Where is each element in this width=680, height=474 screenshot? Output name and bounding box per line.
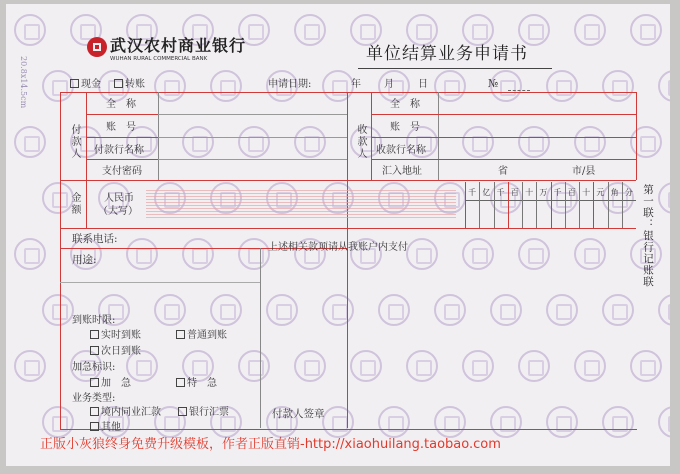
watermark-circle <box>658 182 670 214</box>
side-size-label: 20.8x14.5cm <box>19 56 28 109</box>
amount-digit-label: 十 <box>525 188 534 197</box>
payer-account-label: 账 号 <box>106 122 136 133</box>
watermark-circle <box>658 406 670 438</box>
watermark-circle <box>462 14 494 46</box>
form-sheet <box>6 4 670 466</box>
digit-column-line <box>608 182 609 228</box>
payee-section-label: 收款人 <box>355 124 366 160</box>
business-draft-option[interactable] <box>178 407 229 419</box>
purpose-bottom-line <box>60 282 260 283</box>
transfer-label: 转账 <box>125 79 145 90</box>
copy-label: 第一联：银行记账联 <box>642 184 654 288</box>
arrival-label: 到账时限: <box>72 315 116 326</box>
arrival-realtime-label: 实时到账 <box>101 330 141 341</box>
payee-city-label: 市/县 <box>572 166 596 177</box>
payee-row-line-1 <box>371 114 636 115</box>
arrival-nextday-option[interactable] <box>90 346 141 358</box>
payer-name-field[interactable] <box>160 94 346 113</box>
amount-digit-label: 百 <box>567 188 576 197</box>
amount-section-divider <box>86 180 87 228</box>
business-type-label: 业务类型: <box>72 393 116 404</box>
amount-digit-label: 百 <box>510 188 519 197</box>
cash-checkbox[interactable] <box>70 79 101 91</box>
amount-digit-label: 千 <box>468 188 477 197</box>
row-line-3 <box>86 159 158 160</box>
urgent-option[interactable] <box>90 378 131 390</box>
special-urgent-label: 特 急 <box>187 378 217 389</box>
payer-name-label: 全 称 <box>106 99 136 110</box>
amount-capital-label: （大写） <box>98 206 138 217</box>
authorization-text: 上述相关款项请从我账户内支付 <box>268 242 408 253</box>
number-label: № <box>488 77 499 90</box>
payee-account-field[interactable] <box>440 116 635 136</box>
amount-currency-label: 人民币 <box>104 193 134 204</box>
block-bottom-line <box>60 180 636 181</box>
payee-section-divider <box>371 92 372 180</box>
amount-capital-field[interactable] <box>146 190 456 218</box>
amount-digit-label: 分 <box>624 188 633 197</box>
payer-password-label: 支付密码 <box>102 166 142 177</box>
frame-right <box>636 92 637 180</box>
payer-section-label: 付款人 <box>69 124 80 160</box>
digit-column-line <box>465 182 466 228</box>
arrival-normal-option[interactable] <box>176 330 227 342</box>
amount-digit-label: 千 <box>496 188 505 197</box>
digit-column-line <box>522 182 523 228</box>
payer-password-field[interactable] <box>160 161 346 179</box>
bank-name-en: WUHAN RURAL COMMERCIAL BANK <box>110 56 208 62</box>
digit-column-line <box>593 182 594 228</box>
amount-digit-label: 角 <box>610 188 619 197</box>
year-label: 年 <box>351 79 361 90</box>
payee-name-field[interactable] <box>440 94 635 113</box>
bank-logo-icon <box>86 36 108 58</box>
arrival-realtime-option[interactable] <box>90 330 141 342</box>
number-underline <box>508 90 530 91</box>
watermark-circle <box>630 14 662 46</box>
business-other-option[interactable] <box>90 422 121 434</box>
arrival-nextday-label: 次日到账 <box>101 346 141 357</box>
special-urgent-option[interactable] <box>176 378 217 390</box>
digit-column-line <box>508 182 509 228</box>
row-line-1 <box>86 114 158 115</box>
amount-digit-label: 十 <box>582 188 591 197</box>
payee-location-field[interactable] <box>440 161 635 179</box>
amount-digit-label: 万 <box>539 188 548 197</box>
digit-column-line <box>494 182 495 228</box>
arrival-normal-label: 普通到账 <box>187 330 227 341</box>
watermark-circle <box>14 350 46 382</box>
watermark-circle <box>14 238 46 270</box>
watermark-circle <box>294 14 326 46</box>
transfer-checkbox[interactable] <box>114 79 145 91</box>
digit-column-line <box>479 182 480 228</box>
business-intra-label: 境内同业汇款 <box>101 407 161 418</box>
digit-column-line <box>579 182 580 228</box>
watermark-circle <box>350 14 382 46</box>
payer-bank-field[interactable] <box>160 139 346 158</box>
signature-label: 付款人签章 <box>272 408 325 420</box>
digit-column-line <box>622 182 623 228</box>
business-intra-option[interactable] <box>90 407 161 419</box>
row-line-2 <box>86 137 158 138</box>
bank-name-cn: 武汉农村商业银行 <box>110 36 247 55</box>
business-draft-label: 银行汇票 <box>189 407 229 418</box>
watermark-circle <box>658 294 670 326</box>
row-line-2b <box>158 137 347 138</box>
payee-label-divider <box>438 92 439 180</box>
row-line-1b <box>158 114 347 115</box>
lower-left-divider <box>260 248 261 428</box>
business-other-label: 其他 <box>101 422 121 433</box>
watermark-circle <box>574 14 606 46</box>
watermark-circle <box>14 126 46 158</box>
payer-bank-label: 付款行名称 <box>94 145 144 156</box>
watermark-circle <box>406 14 438 46</box>
payee-account-label: 账 号 <box>390 122 420 133</box>
watermark-circle <box>658 70 670 102</box>
purpose-label: 用途: <box>72 254 97 266</box>
amount-digit-label: 千 <box>553 188 562 197</box>
digit-column-line <box>551 182 552 228</box>
payee-bank-field[interactable] <box>440 139 635 158</box>
amount-digit-label: 元 <box>596 188 605 197</box>
payee-bank-label: 收款行名称 <box>376 145 426 156</box>
urgent-option-label: 加 急 <box>101 378 131 389</box>
watermark-circle <box>518 14 550 46</box>
payer-account-field[interactable] <box>160 116 346 136</box>
digit-column-line <box>565 182 566 228</box>
watermark-circle <box>14 14 46 46</box>
cash-label: 现金 <box>81 79 101 90</box>
signature-area[interactable] <box>264 256 634 426</box>
payee-name-label: 全 称 <box>390 99 420 110</box>
row-line-3b <box>158 159 347 160</box>
digit-column-line <box>536 182 537 228</box>
payee-location-label: 汇入地址 <box>382 166 422 177</box>
footer-banner: 正版小灰狼终身免费升级模板，作者正版直销-http://xiaohuilang.taobao.com <box>40 437 501 452</box>
payee-province-label: 省 <box>498 166 508 177</box>
payer-section-divider <box>86 92 87 180</box>
month-label: 月 <box>384 79 394 90</box>
day-label: 日 <box>418 79 428 90</box>
amount-digit-label: 亿 <box>482 188 491 197</box>
amount-section-label: 金额 <box>69 192 80 216</box>
urgent-label: 加急标识: <box>72 362 116 373</box>
amount-bottom-line <box>60 228 636 229</box>
payee-row-line-3 <box>371 159 636 160</box>
payer-label-divider <box>158 92 159 180</box>
form-title: 单位结算业务申请书 <box>366 44 528 64</box>
contact-label: 联系电话: <box>72 233 118 245</box>
apply-date-label: 申请日期: <box>268 79 312 90</box>
payee-row-line-2 <box>371 137 636 138</box>
title-underline <box>358 68 552 69</box>
